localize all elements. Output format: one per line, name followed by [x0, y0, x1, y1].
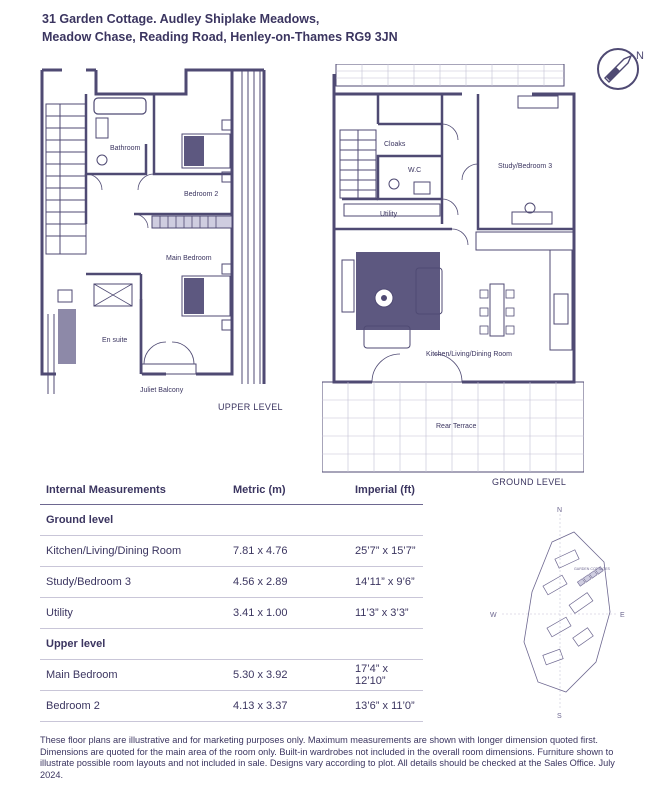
- cell-metric: [227, 505, 349, 536]
- ground-level-plan: [322, 64, 584, 474]
- cell-imperial: [349, 629, 423, 660]
- table-row: [40, 598, 423, 629]
- table-body: [40, 505, 423, 722]
- room-study: Study/Bedroom 3: [498, 163, 553, 170]
- cell-room: Study/Bedroom 3: [40, 567, 227, 598]
- upper-level-label: UPPER LEVEL: [218, 402, 283, 412]
- site-south-label: S: [557, 713, 562, 720]
- room-wc: W.C: [408, 167, 422, 174]
- site-north-label: N: [557, 507, 563, 514]
- compass-icon: [594, 45, 646, 93]
- table-header-row: [40, 478, 423, 505]
- room-rear-terrace: Rear Terrace: [436, 423, 477, 430]
- table-row: [40, 660, 423, 691]
- room-en-suite: En suite: [102, 337, 128, 344]
- cell-metric: 4.56 x 2.89: [227, 567, 349, 598]
- header-room: Internal Measurements: [40, 478, 227, 505]
- cell-room: Kitchen/Living/Dining Room: [40, 536, 227, 567]
- property-title: [42, 10, 398, 46]
- upper-level-plan: [36, 64, 286, 394]
- site-plan: [486, 502, 636, 720]
- measurements-table: [40, 478, 423, 722]
- cell-metric: 7.81 x 4.76: [227, 536, 349, 567]
- site-east-label: E: [620, 612, 625, 619]
- table-group-row: [40, 629, 423, 660]
- cell-metric: 4.13 x 3.37: [227, 691, 349, 722]
- cell-imperial: 13’6” x 11’0”: [349, 691, 423, 722]
- title-line-2: Meadow Chase, Reading Road, Henley-on-Thames RG9 3JN: [42, 30, 398, 44]
- site-marker-label: GARDEN COTTAGES: [574, 567, 610, 571]
- room-bathroom: Bathroom: [110, 145, 141, 152]
- header-metric: Metric (m): [227, 478, 349, 505]
- table-row: [40, 536, 423, 567]
- room-utility: Utility: [380, 211, 398, 218]
- header-imperial: Imperial (ft): [349, 478, 423, 505]
- room-kitchen: Kitchen/Living/Dining Room: [426, 351, 512, 358]
- cell-imperial: 17’4” x 12’10”: [349, 660, 423, 691]
- table-group-row: [40, 505, 423, 536]
- cell-room: Utility: [40, 598, 227, 629]
- table-row: [40, 691, 423, 722]
- title-line-1: 31 Garden Cottage. Audley Shiplake Meadows,: [42, 12, 320, 26]
- room-bedroom-2: Bedroom 2: [184, 191, 219, 198]
- cell-room: Main Bedroom: [40, 660, 227, 691]
- cell-imperial: 11’3” x 3’3”: [349, 598, 423, 629]
- cell-metric: [227, 629, 349, 660]
- disclaimer-footnote: These floor plans are illustrative and for marketing purposes only. Maximum measurements are shown with longer dimension quoted first. Dimensions are quoted for the main area of the room only. Built-in wardrobes not included in the overall room dimensions. Furniture shown to illustrate possible room layouts and not included in sale. Designs vary according to plot. All details should be checked at the Sales Office. July 2024.: [40, 735, 615, 780]
- cell-room: Ground level: [40, 505, 227, 536]
- table-row: [40, 567, 423, 598]
- cell-metric: 3.41 x 1.00: [227, 598, 349, 629]
- room-main-bedroom: Main Bedroom: [166, 255, 212, 262]
- cell-imperial: 25’7” x 15’7”: [349, 536, 423, 567]
- room-cloaks: Cloaks: [384, 141, 406, 148]
- compass-north-label: N: [636, 50, 644, 62]
- cell-imperial: [349, 505, 423, 536]
- cell-imperial: 14’11” x 9’6”: [349, 567, 423, 598]
- room-juliet-balcony: Juliet Balcony: [140, 387, 184, 394]
- cell-metric: 5.30 x 3.92: [227, 660, 349, 691]
- ground-level-label: GROUND LEVEL: [492, 477, 567, 487]
- site-west-label: W: [490, 612, 497, 619]
- cell-room: Upper level: [40, 629, 227, 660]
- cell-room: Bedroom 2: [40, 691, 227, 722]
